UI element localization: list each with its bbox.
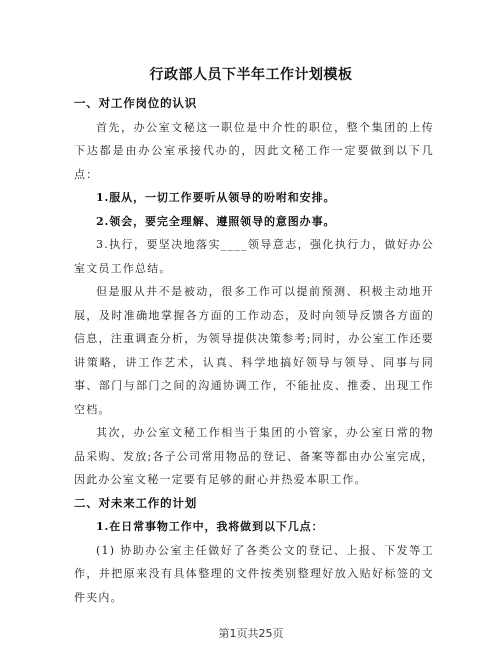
section-heading-1: 一、对工作岗位的认识 — [74, 96, 197, 110]
subsection-heading: 1.在日常事物工作中，我将做到以下几点： — [96, 520, 324, 533]
list-item: (1) 协助办公室主任做好了各类公文的登记、上报、下发等工作，并把原来没有具体整理的文件按类别整理好放入贴好标签的文件夹内。 — [74, 543, 434, 604]
paragraph: 其次，办公室文秘工作相当于集团的小管家，办公室日常的物品采购、发放;各子公司常用物品的登记、备案等都由办公室完成，因此办公室文秘一定要有足够的耐心并热爱本职工作。 — [74, 426, 434, 486]
section-heading-2: 二、对未来工作的计划 — [74, 495, 197, 510]
list-item: 1.服从，一切工作要听从领导的吩咐和安排。 — [96, 191, 336, 204]
list-item: 3.执行，要坚决地落实____领导意志，强化执行力，做好办公室文员工作总结。 — [74, 238, 434, 275]
paragraph: 首先，办公室文秘这一职位是中介性的职位，整个集团的上传下达都是由办公室承接代办的，因此文秘工作一定要做到以下几点： — [74, 120, 434, 181]
document-title: 行政部人员下半年工作计划模板 — [149, 67, 353, 83]
document-body — [74, 92, 434, 609]
paragraph: 但是服从并不是被动，很多工作可以提前预测、积极主动地开展，及时准确地掌握各方面的工作动态，及时向领导反馈各方面的信息，注重调查分析，为领导提供决策参考;同时，办公室工作还要讲策略，讲工作艺术，认真、科学地搞好领导与领导、同事与同事、部门与部门之间的沟通协调工作，不能扯皮、推委、出现工作空档。 — [74, 285, 434, 416]
list-item: 2.领会，要完全理解、遵照领导的意图办事。 — [96, 214, 336, 228]
page-number: 第1页共25页 — [218, 627, 284, 640]
